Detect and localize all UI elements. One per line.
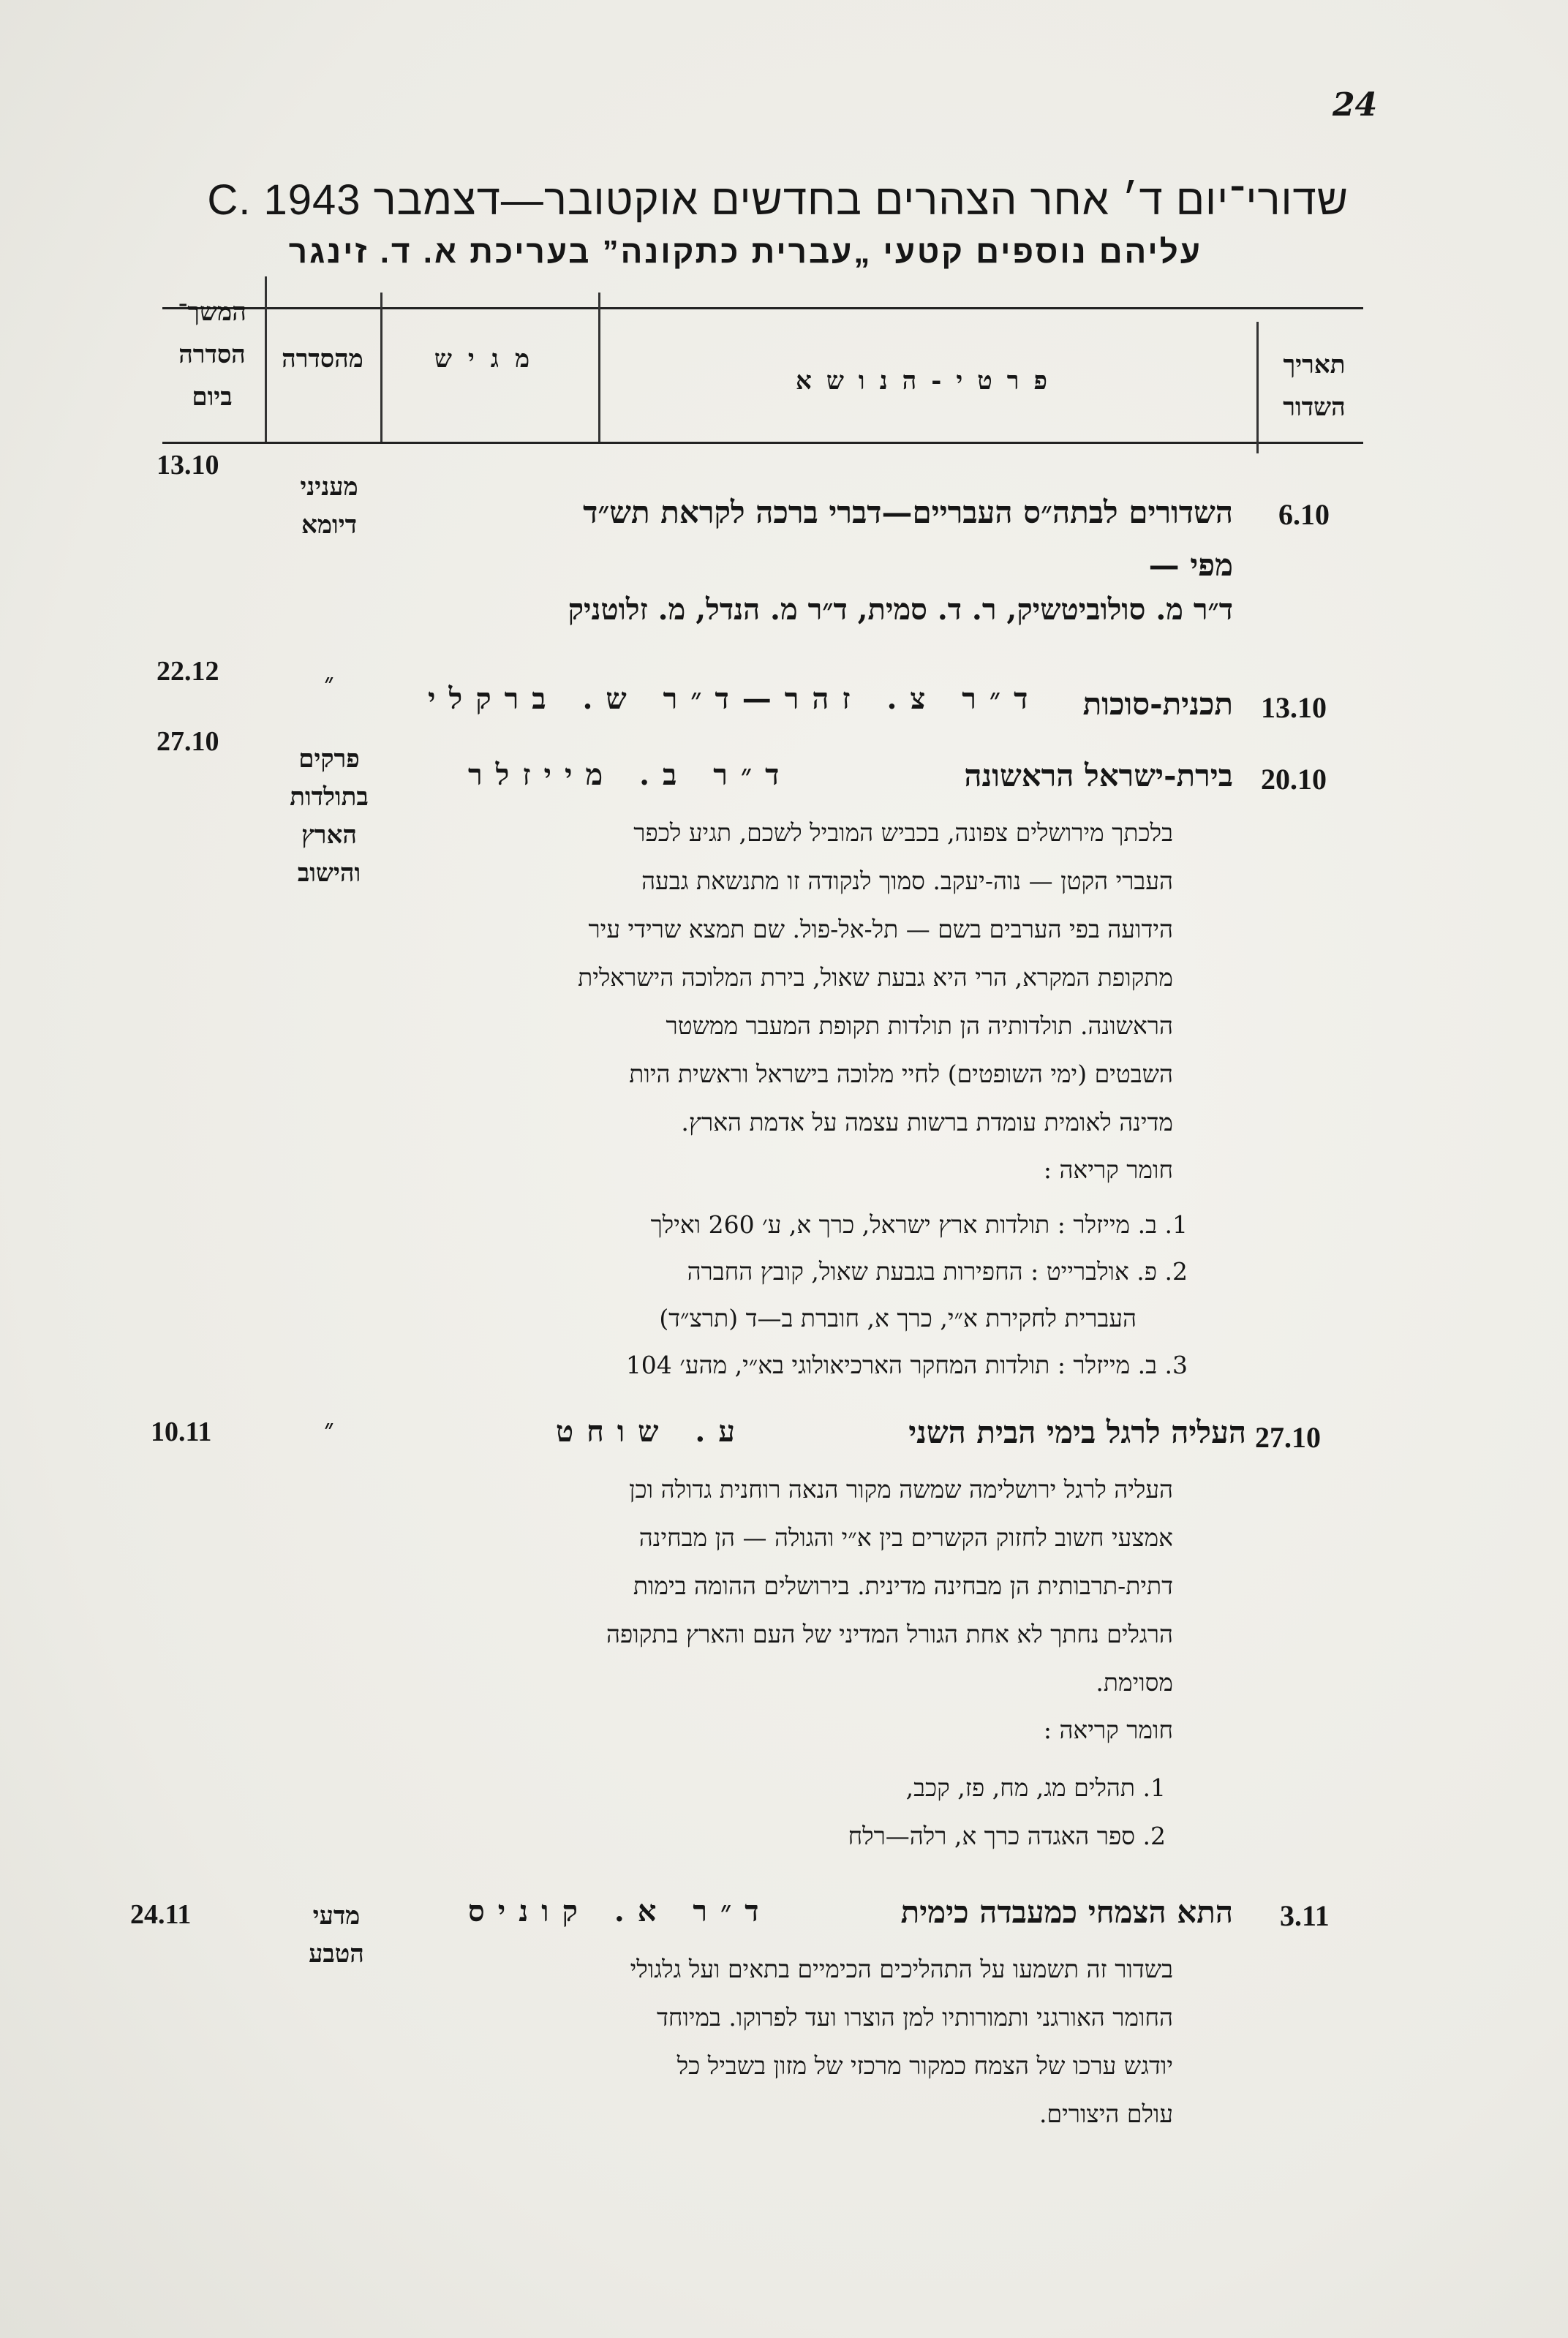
presenter-name: ד״ר א. קוניס xyxy=(468,1894,772,1928)
reading-list-heading: חומר קריאה : xyxy=(1043,1716,1173,1744)
column-header-date: תאריך השדור xyxy=(1283,350,1346,422)
topic-line: ד״ר מ. סולוביטשיק, ר. ד. סמית, ד״ר מ. הנדל, מ. זלוטניק xyxy=(568,592,1233,627)
column-header-topic: פרטי-הנושא xyxy=(796,366,1062,396)
reading-item: 3. ב. מייזלר : תולדות המחקר הארכיאולוגי בא״י, מהע׳ 104 xyxy=(625,1351,1188,1379)
reading-item: 2. ספר האגדה כרך א, רלה—רלח xyxy=(848,1822,1166,1850)
header-bottom-rule xyxy=(162,442,1363,444)
continuation-date: 13.10 xyxy=(157,450,219,480)
broadcast-date: 20.10 xyxy=(1261,763,1327,796)
topic-title: התא הצמחי כמעבדה כימית xyxy=(900,1894,1233,1930)
presenter-name: ע. שוחט xyxy=(556,1414,748,1449)
reading-list-heading: חומר קריאה : xyxy=(1043,1155,1173,1184)
broadcast-date: 13.10 xyxy=(1261,691,1327,724)
series-name-ditto: ״ xyxy=(324,1414,334,1444)
topic-description: העליה לרגל ירושלימה שמשה מקור הנאה רוחנית גדולה וכן אמצעי חשוב לחזוק הקשרים בין א״י והגולה — הן מבחינה דתית-תרבותית הן מבחינה מדינית. בירושלים ההומה בימות הרגלים נחתך לא אחת הגורל המדיני של העם והארץ בתקופה מסוימת. xyxy=(606,1475,1173,1697)
presenter-name: ד״ר צ. זהר—ד״ר ש. ברקלי xyxy=(428,682,1041,716)
continuation-date: 22.12 xyxy=(157,656,219,687)
header-top-rule xyxy=(162,307,1363,309)
topic-title: העליה לרגל בימי הבית השני xyxy=(908,1414,1246,1450)
reading-item: 2. פ. אולברייט : החפירות בגבעת שאול, קובץ החברה xyxy=(687,1257,1188,1286)
series-name-ditto: ״ xyxy=(324,668,334,698)
section-title: C. שדורי־יום ד׳ אחר הצהרים בחדשים אוקטובר—דצמבר 1943 xyxy=(207,176,1349,224)
topic-line: מפי — xyxy=(1148,547,1233,583)
presenter-name: ד״ר ב. מייזלר xyxy=(468,758,793,792)
continuation-date: 24.11 xyxy=(130,1899,192,1930)
topic-title: בירת-ישראל הראשונה xyxy=(964,758,1233,793)
topic-title: השדורים לבתה״ס העבריים—דברי ברכה לקראת תש״ד xyxy=(583,494,1233,530)
page-number: 24 xyxy=(1333,86,1378,124)
continuation-date: 10.11 xyxy=(151,1417,212,1447)
broadcast-date: 3.11 xyxy=(1280,1899,1330,1932)
topic-description: בשדור זה תשמעו על התהליכים הכימיים בתאים ועל גלגולי החומר האורגני ותמורותיו למן הוצרו ועד לפרוקו. במיוחד יודגש ערכו של הצמח כמקור מרכזי של מזון בשביל כל עולם היצורים. xyxy=(630,1955,1173,2128)
column-header-presenter: מגיש xyxy=(434,344,546,374)
continuation-date: 27.10 xyxy=(157,726,219,757)
broadcast-date: 27.10 xyxy=(1255,1421,1321,1454)
reading-item: העברית לחקירת א״י, כרך א, חוברת ב—ד (תרצ״ד) xyxy=(659,1304,1137,1332)
reading-item: 1. ב. מייזלר : תולדות ארץ ישראל, כרך א, ע׳ 260 ואילך xyxy=(650,1210,1188,1239)
broadcast-date: 6.10 xyxy=(1278,498,1330,531)
reading-item: 1. תהלים מג, מח, פז, קכב, xyxy=(905,1773,1166,1802)
topic-description: בלכתך מירושלים צפונה, בכביש המוביל לשכם, תגיע לכפר העברי הקטן — נוה-יעקב. סמוך לנקודה זו מתנשאת גבעה הידועה בפי הערבים בשם — תל-אל-פול. שם תמצא שרידי עיר מתקופת המקרא, הרי היא גבעת שאול, בירת המלוכה הישראלית הראשונה. תולדותיה הן תולדות תקופת המעבר ממשטר השבטים (ימי השופטים) לחיי מלוכה בישראל וראשית היות מדינה לאומית עומדת ברשות עצמה על אדמת הארץ. xyxy=(578,818,1173,1136)
column-header-continuation: המשך־ הסדרה ביום xyxy=(178,298,246,412)
series-name: מעניני דיומא xyxy=(300,472,358,540)
section-subtitle: עליהם נוספים קטעי „עברית כתקונה” בעריכת א. ד. זינגר xyxy=(288,234,1202,270)
series-name: מדעי הטבע xyxy=(309,1901,364,1969)
topic-title: תכנית-סוכות xyxy=(1082,686,1233,722)
column-header-series: מהסדרה xyxy=(282,344,363,374)
series-name: פרקים בתולדות הארץ והישוב xyxy=(290,744,369,888)
